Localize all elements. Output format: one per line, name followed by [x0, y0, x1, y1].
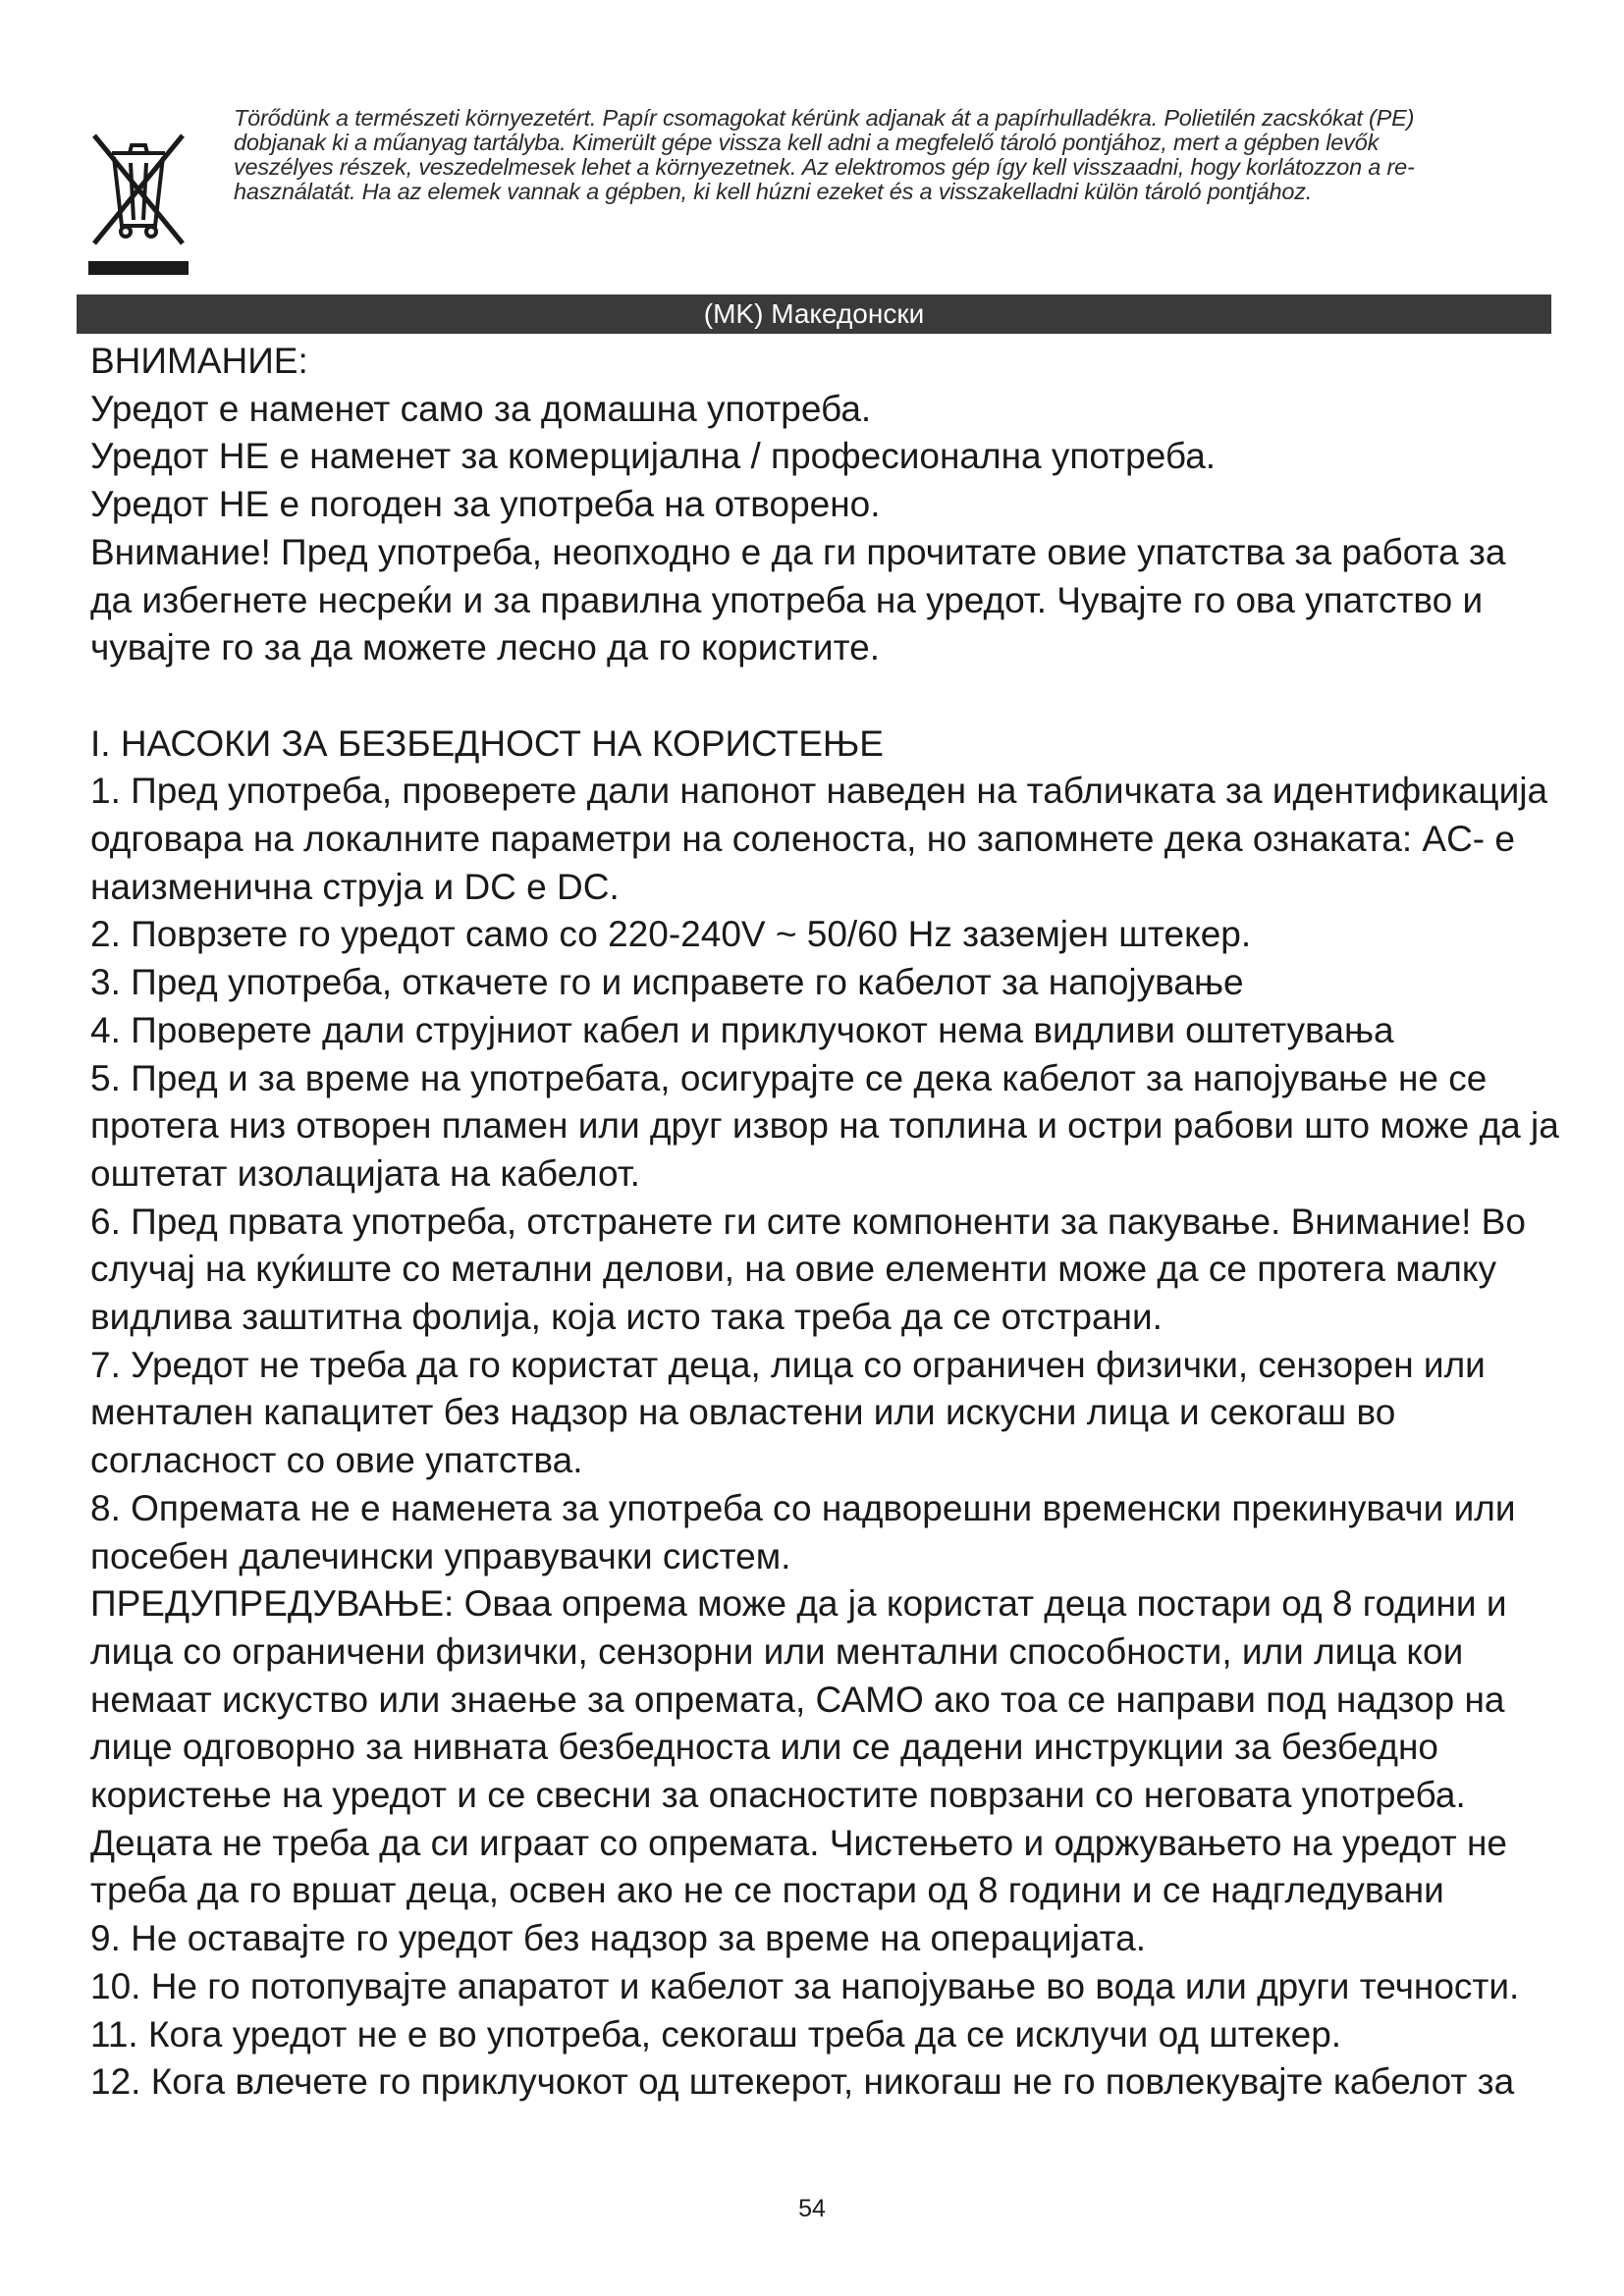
section-line: ПРЕДУПРЕДУВАЊЕ: Оваа опрема може да ја користат деца постари од 8 години и: [90, 1583, 1507, 1625]
section-line: 7. Уредот не треба да го користат деца, лица со ограничен физички, сензорен или: [90, 1344, 1486, 1385]
section-line: Децата не треба да си играат со опремата. Чистењето и одржувањето на уредот не: [90, 1822, 1507, 1863]
section-line: протега низ отворен пламен или друг извор на топлина и остри рабови што може да ја: [90, 1105, 1559, 1147]
warning-line: Уредот НЕ е погоден за употреба на отворено.: [90, 484, 881, 525]
document-body: [90, 338, 1563, 2107]
section-line: 1. Пред употреба, проверете дали напонот наведен на табличката за идентификација: [90, 771, 1548, 812]
eco-notice-text: [234, 106, 1559, 204]
section-line: ментален капацитет без надзор на овластени или искусни лица и секогаш во: [90, 1392, 1396, 1433]
eco-notice-line: veszélyes részek, veszedelmesek lehet a környezetnek. Az elektromos gép így kell visszaadni, hogy korlátozzon a re-: [234, 154, 1415, 180]
section-line: 11. Кога уредот не е во употреба, секогаш треба да се исклучи од штекер.: [90, 2013, 1342, 2055]
section-line: лица со ограничени физички, сензорни или ментални способности, или лица кои: [90, 1630, 1464, 1672]
eco-notice: [84, 98, 1557, 275]
section-line: 9. Не оставајте го уредот без надзор за време на операцијата.: [90, 1918, 1147, 1959]
section-line: оштетат изолацијата на кабелот.: [90, 1152, 640, 1194]
section-line: посебен далечински управувачки систем.: [90, 1535, 791, 1576]
section-line: 6. Пред првата употреба, отстранете ги сите компоненти за пакување. Внимание! Во: [90, 1201, 1526, 1242]
warning-line: Уредот НЕ е наменет за комерцијална / професионална употреба.: [90, 436, 1217, 477]
section-line: 5. Пред и за време на употребата, осигурајте се дека кабелот за напојување не се: [90, 1057, 1488, 1098]
warning-line: Внимание! Пред употреба, неопходно е да ги прочитате овие упатства за работа за: [90, 531, 1506, 572]
section-line: користење на уредот и се свесни за опасностите поврзани со неговата употреба.: [90, 1775, 1466, 1816]
warning-line: чувајте го за да можете лесно да го користите.: [90, 627, 880, 668]
warning-line: да избегнете несреќи и за правилна употреба на уредот. Чувајте го ова упатство и: [90, 579, 1484, 620]
section-line: немаат искуство или знаење за опремата, САМО ако тоа се направи под надзор на: [90, 1679, 1505, 1720]
section-line: случај на куќиште со метални делови, на овие елементи може да се протега малку: [90, 1249, 1496, 1290]
crossed-out-bin-icon: [84, 132, 192, 275]
section-line: 10. Не го потопувајте апаратот и кабелот за напојување во вода или други течности.: [90, 1965, 1520, 2006]
eco-notice-line: használatát. Ha az elemek vannak a gépben, ki kell húzni ezeket és a visszakelladni külön tároló pontjához.: [234, 179, 1313, 204]
eco-notice-line: Törődünk a természeti környezetért. Papír csomagokat kérünk adjanak át a papírhulladékra. Polietilén zacskókat (PE): [234, 105, 1415, 131]
section-line: одговара на локалните параметри на соленоста, но запомнете дека ознаката: AC- е: [90, 819, 1515, 860]
language-header-bar: (MK) Македонски: [77, 294, 1551, 334]
section-line: треба да го вршат деца, освен ако не се постари од 8 години и се надгледувани: [90, 1870, 1444, 1911]
section-line: согласност со овие упатства.: [90, 1440, 583, 1481]
section-line: 4. Проверете дали струјниот кабел и приклучокот нема видливи оштетувања: [90, 1009, 1394, 1050]
section-line: лице одговорно за нивната безбедноста или се дадени инструкции за безбедно: [90, 1727, 1439, 1768]
section-line: 2. Поврзете го уредот само со 220-240V ~ 50/60 Hz заземјен штекер.: [90, 914, 1252, 955]
eco-notice-line: dobjanak ki a műanyag tartályba. Kimerült gépe vissza kell adni a megfelelő tároló pontjához, mert a gépben levők: [234, 130, 1380, 155]
warning-heading: ВНИМАНИЕ:: [90, 341, 308, 381]
section-line: наизменична струја и DC е DC.: [90, 866, 620, 907]
paragraph-spacer: [90, 672, 1563, 721]
section-line: 3. Пред употреба, откачете го и исправете го кабелот за напојување: [90, 962, 1244, 1003]
section-line: видлива заштитна фолија, која исто така треба да се отстрани.: [90, 1297, 1163, 1338]
warning-line: Уредот е наменет само за домашна употреба.: [90, 388, 872, 429]
section-line: 12. Кога влечете го приклучокот од штекерот, никогаш не го повлекувајте кабелот за: [90, 2061, 1515, 2103]
section-line: 8. Опремата не е наменета за употреба со надворешни временски прекинувачи или: [90, 1487, 1516, 1528]
page-number: 54: [798, 2195, 826, 2222]
section-heading: I. НАСОКИ ЗА БЕЗБЕДНОСТ НА КОРИСТЕЊЕ: [90, 722, 884, 764]
